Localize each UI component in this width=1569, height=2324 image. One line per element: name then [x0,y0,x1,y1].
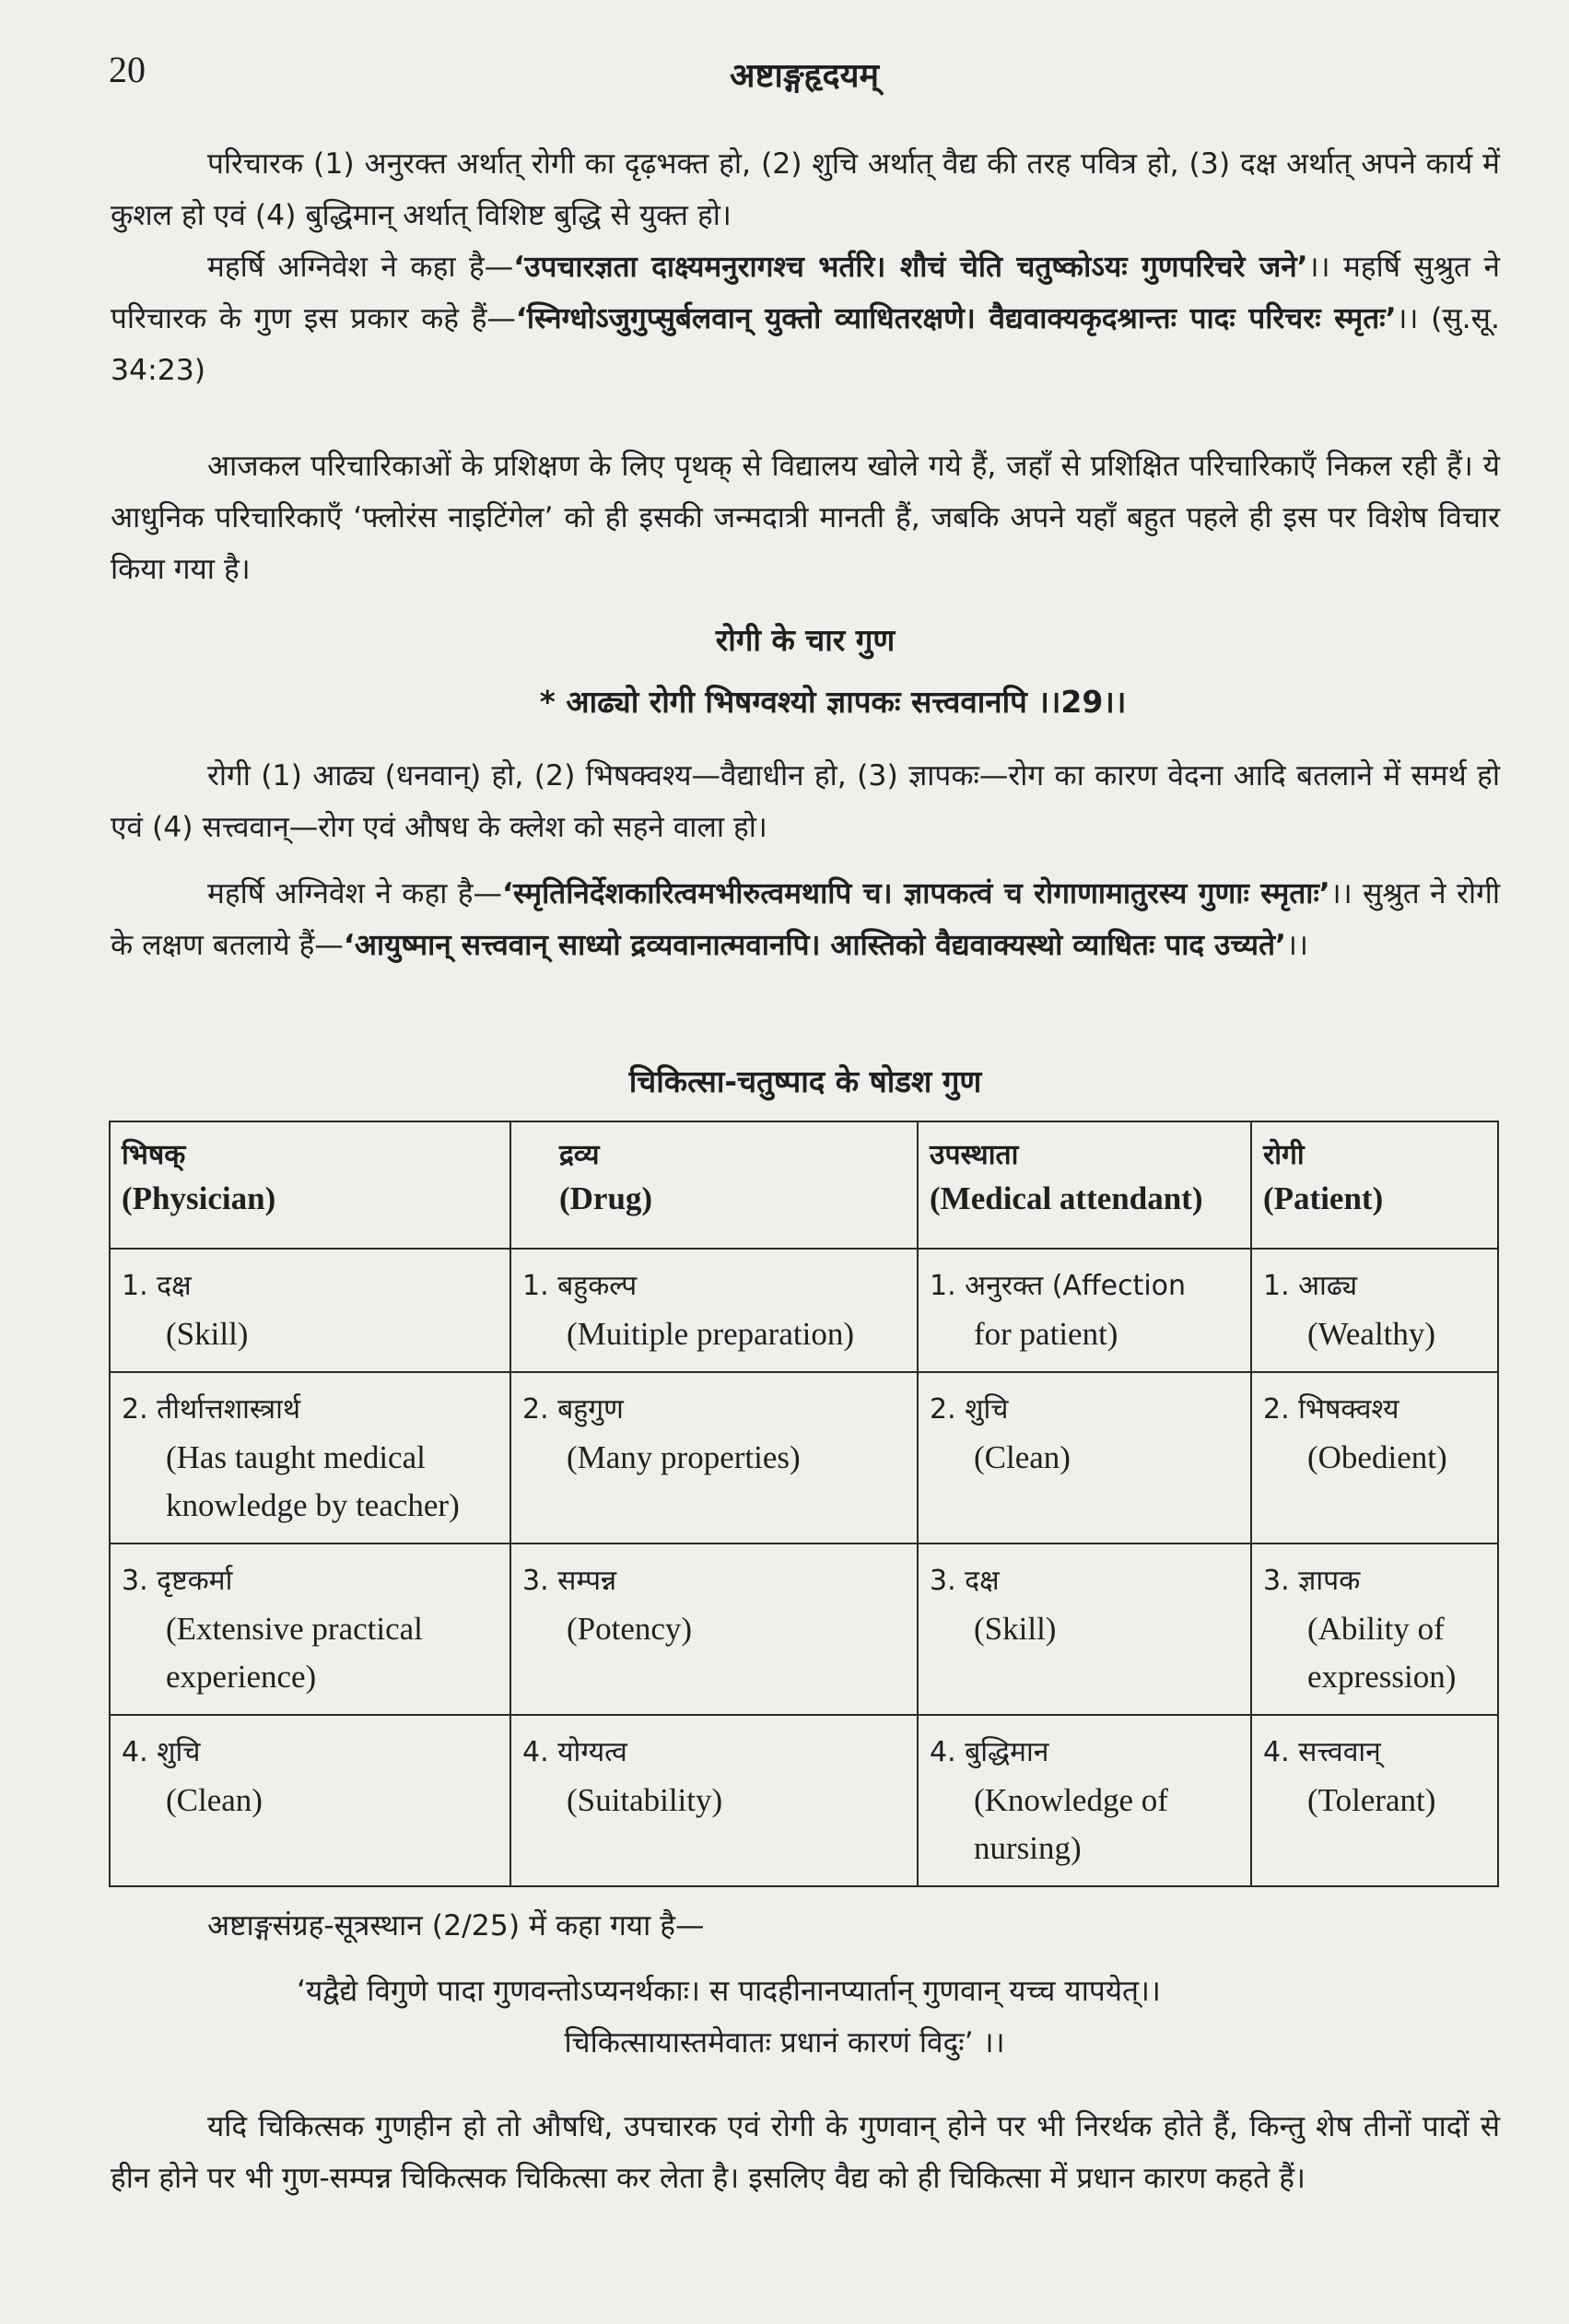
quote: ‘आयुष्मान् सत्त्ववान् साध्यो द्रव्यवानात्मवानपि। आस्तिको वैद्यवाक्यस्थो व्याधितः पाद उच्यते’ [343,929,1286,962]
quote: ‘उपचारज्ञता दाक्ष्यमनुरागश्च भर्तरि। शौचं चेति चतुष्कोऽयः गुणपरिचरे जने’ [513,251,1308,284]
paragraph-physician-primacy: यदि चिकित्सक गुणहीन हो तो औषधि, उपचारक एवं रोगी के गुणवान् होने पर भी निरर्थक होते हैं, किन्तु शेष तीनों पादों से हीन होने पर भी गुण-सम्पन्न चिकित्सक चिकित्सा कर लेता है। इसलिए वैद्य को ही चिकित्सा में प्रधान कारण कहते हैं। [111,2110,1500,2195]
paragraph-agnivesha-sushruta-patient [111,868,1500,971]
table-cell: 1. आढ्य (Wealthy) [1251,1249,1498,1372]
text: महर्षि अग्निवेश ने कहा है— [207,251,514,284]
table-cell: 1. अनुरक्त (Affection for patient) [918,1249,1251,1372]
table-cell: 2. बहुगुण (Many properties) [510,1372,918,1543]
table-title: चिकित्सा-चतुष्पाद के षोडश गुण [628,1063,982,1099]
running-title: अष्टाङ्गहृदयम् [730,57,879,95]
table-cell: 4. सत्त्ववान् (Tolerant) [1251,1715,1498,1886]
text: ।। सुश्रुत ने रोगी के लक्षण बतलाये हैं— [111,877,1501,962]
table-cell: 1. दक्ष (Skill) [110,1249,510,1372]
paragraph-ashtangasangraha: अष्टाङ्गसंग्रह-सूत्रस्थान (2/25) में कहा गया है— [207,1909,705,1943]
table-cell: 3. ज्ञापक (Ability of expression) [1251,1543,1498,1715]
text: ।। (सु.सू. 34:23) [111,302,1500,387]
table-cell: 4. शुचि (Clean) [110,1715,510,1886]
page-header [109,48,1500,103]
table-cell: 3. दृष्टकर्मा (Extensive practical experience) [110,1543,510,1715]
chatushpada-table [109,1121,1499,1887]
header-physician: भिषक् (Physician) [110,1121,510,1249]
table-cell: 4. बुद्धिमान (Knowledge of nursing) [918,1715,1251,1886]
verse: * आढ्यो रोगी भिषग्वश्यो ज्ञापकः सत्त्ववानपि ।।29।। [539,684,1127,720]
table-cell: 3. सम्पन्न (Potency) [510,1543,918,1715]
table-cell: 2. भिषक्वश्य (Obedient) [1251,1372,1498,1543]
header-drug: द्रव्य (Drug) [510,1121,918,1249]
quote: ‘स्मृतिनिर्देशकारित्वमभीरुत्वमथापि च। ज्ञापकत्वं च रोगाणामातुरस्य गुणाः स्मृताः’ [502,877,1330,910]
table-header-row [110,1121,1498,1249]
table-row [110,1715,1498,1886]
section-heading: रोगी के चार गुण [715,622,896,658]
header-attendant: उपस्थाता (Medical attendant) [918,1121,1251,1249]
text: महर्षि अग्निवेश ने कहा है— [207,877,503,910]
table-row [110,1543,1498,1715]
paragraph-attendant-qualities: परिचारक (1) अनुरक्त अर्थात् रोगी का दृढ़भक्त हो, (2) शुचि अर्थात् वैद्य की तरह पवित्र हो, (3) दक्ष अर्थात् अपने कार्य में कुशल हो एवं (4) बुद्धिमान् अर्थात् विशिष्ट बुद्धि से युक्त हो। [111,147,1500,232]
quote-line: चिकित्सायास्तमेवातः प्रधानं कारणं विदुः’ ।। [564,2026,1005,2060]
table-cell: 2. शुचि (Clean) [918,1372,1251,1543]
paragraph-patient-qualities: रोगी (1) आढ्य (धनवान्) हो, (2) भिषक्वश्य—वैद्याधीन हो, (3) ज्ञापकः—रोग का कारण वेदना आदि बतलाने में समर्थ हो एवं (4) सत्त्ववान्—रोग एवं औषध के क्लेश को सहने वाला हो। [111,759,1500,844]
text: ।। महर्षि सुश्रुत ने परिचारक के गुण इस प्रकार कहे हैं— [111,251,1500,335]
table-cell: 2. तीर्थात्तशास्त्रार्थ (Has taught medical knowledge by teacher) [110,1372,510,1543]
page-number: 20 [109,49,146,90]
paragraph-modern-nurses: आजकल परिचारिकाओं के प्रशिक्षण के लिए पृथक् से विद्यालय खोले गये हैं, जहाँ से प्रशिक्षित परिचारिकाएँ निकल रही हैं। ये आधुनिक परिचारिकाएँ ‘फ्लोरंस नाइटिंगेल’ को ही इसकी जन्मदात्री मानती हैं, जबकि अपने यहाँ बहुत पहले ही इस पर विशेष विचार किया गया है। [111,450,1500,586]
quote: ‘स्निग्धोऽजुगुप्सुर्बलवान् युक्तो व्याधितरक्षणे। वैद्यवाक्यकृदश्रान्तः पादः परिचरः स्मृतः’ [515,302,1397,335]
text: ।। [1286,929,1308,962]
paragraph-agnivesha-sushruta-attendant [111,241,1500,396]
table-row [110,1249,1498,1372]
header-patient: रोगी (Patient) [1251,1121,1498,1249]
table-cell: 4. योग्यत्व (Suitability) [510,1715,918,1886]
table-cell: 3. दक्ष (Skill) [918,1543,1251,1715]
table-cell: 1. बहुकल्प (Muitiple preparation) [510,1249,918,1372]
quote-line: ‘यद्वैद्ये विगुणे पादा गुणवन्तोऽप्यनर्थकाः। स पादहीनानप्यार्तान् गुणवान् यच्च यापयेत्।। [297,1975,1161,2008]
table-row [110,1372,1498,1543]
